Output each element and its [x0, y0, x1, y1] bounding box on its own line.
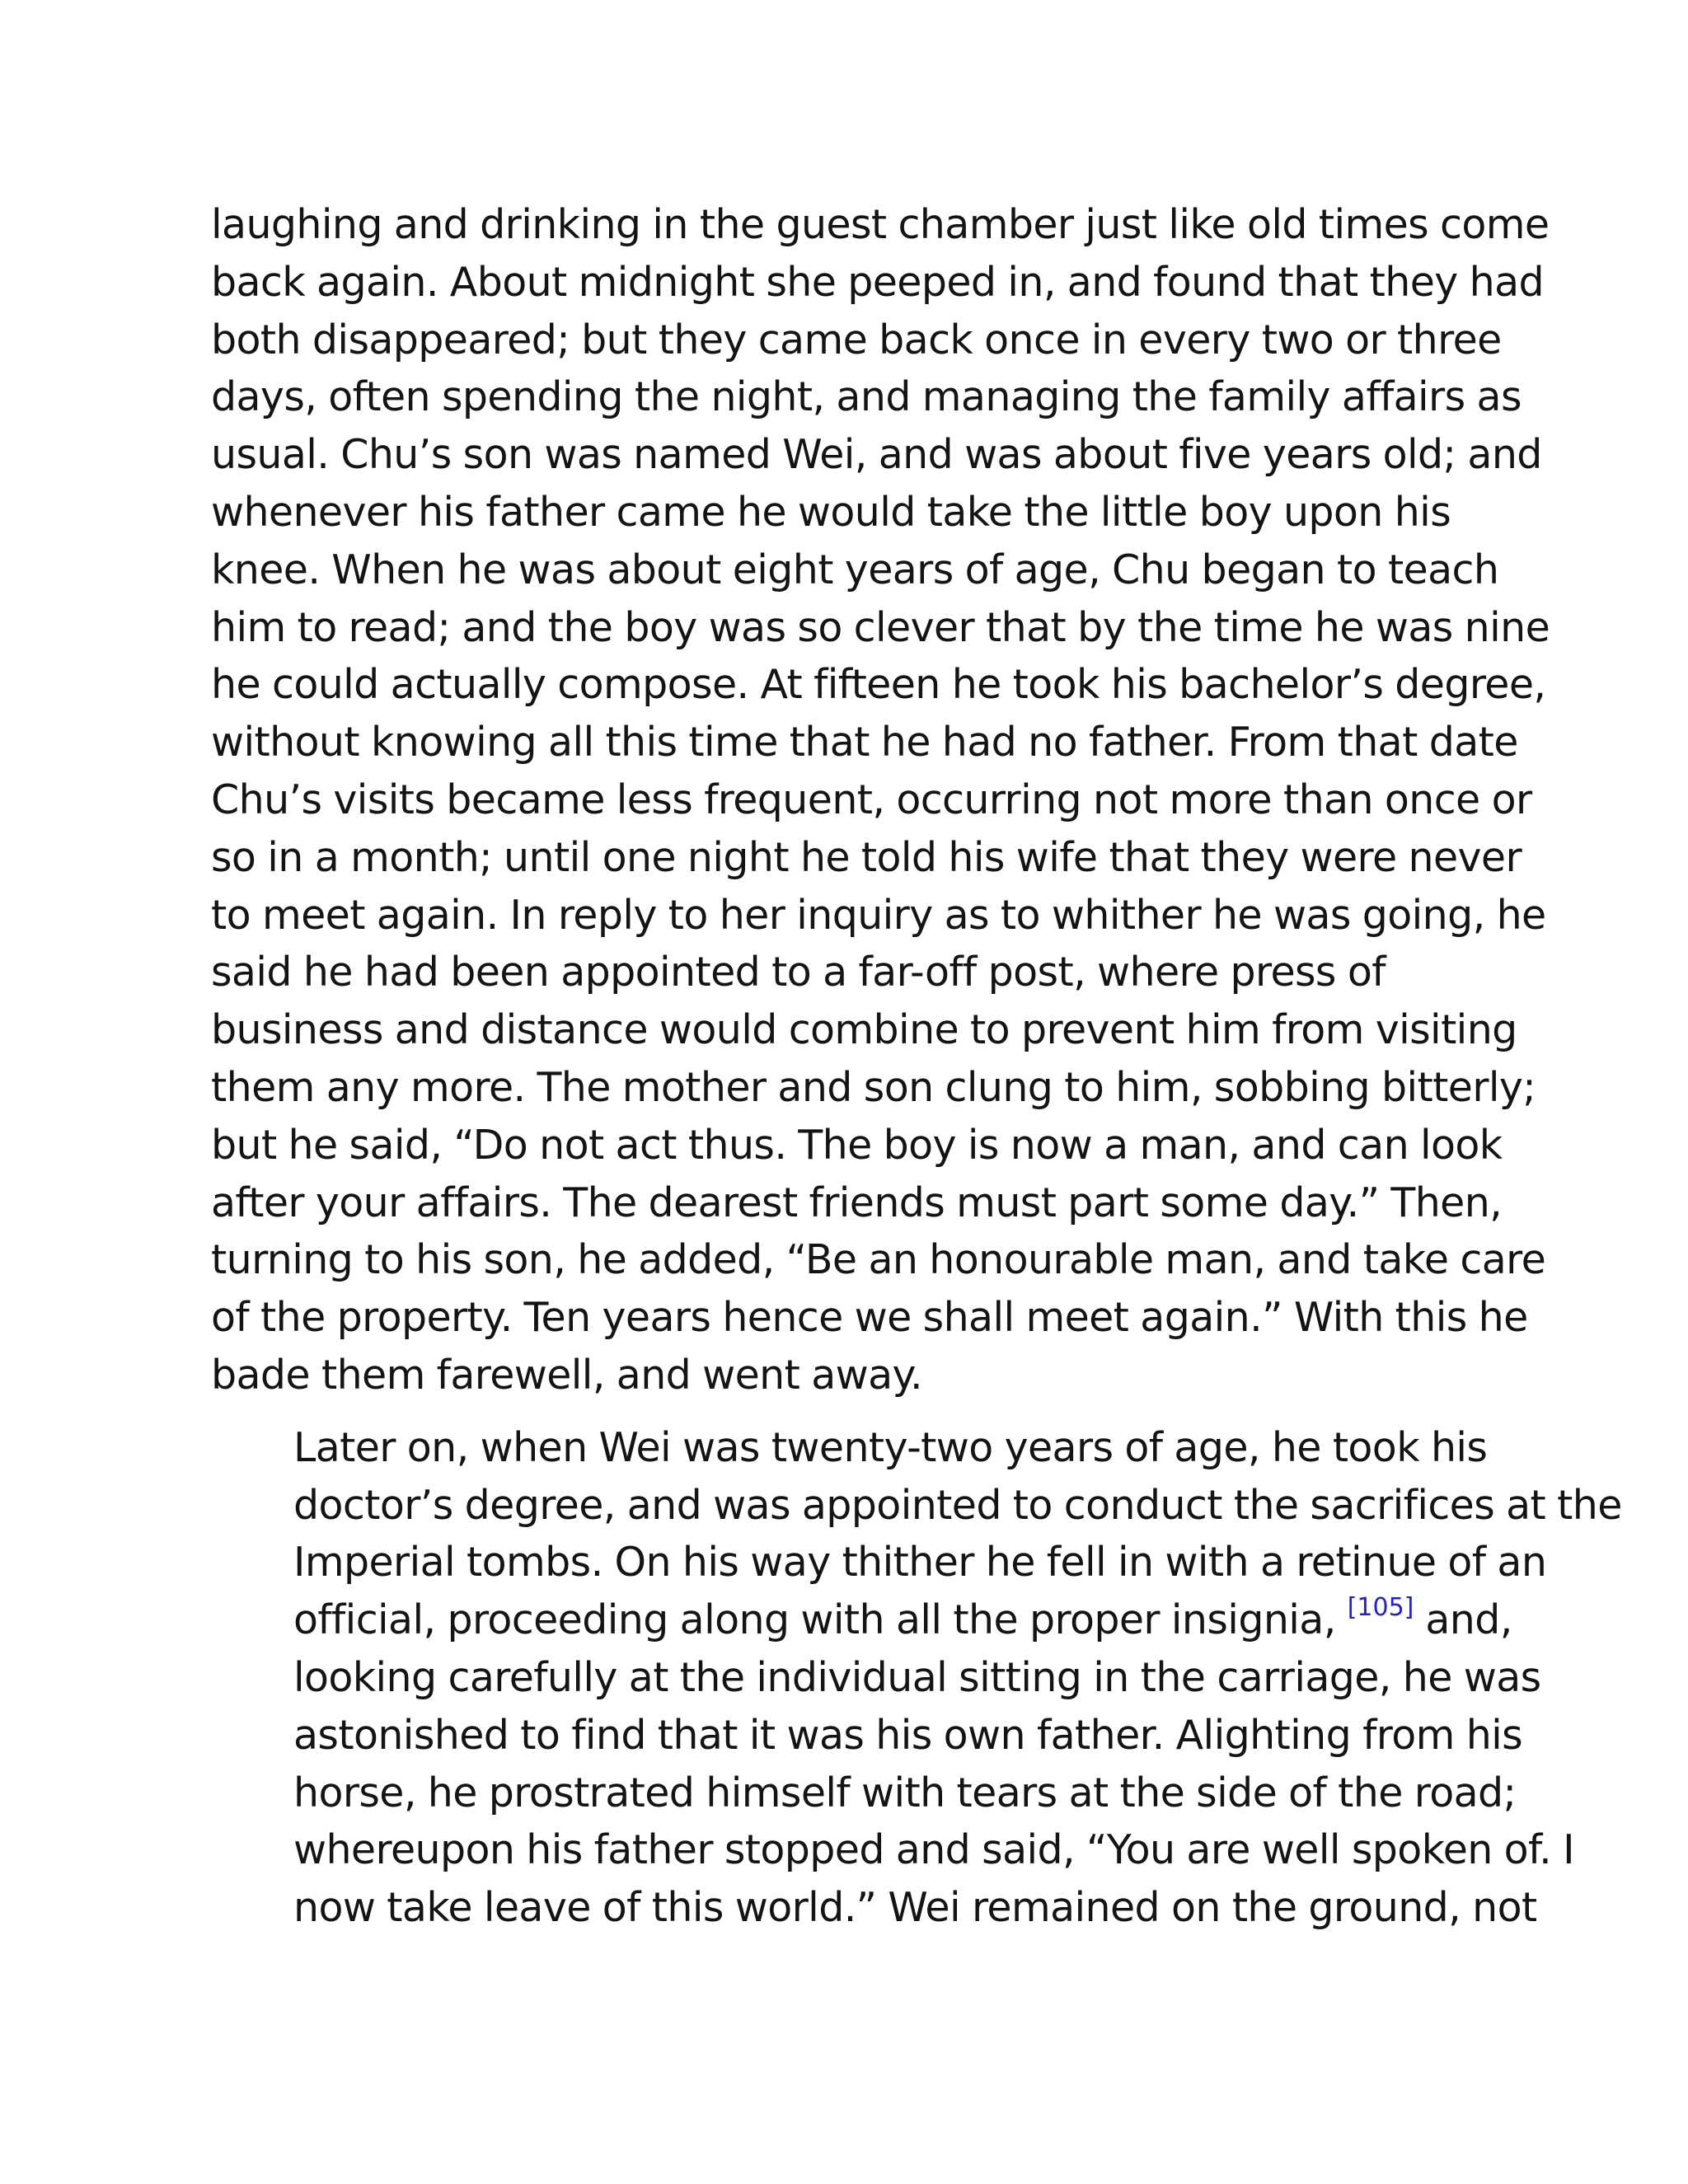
text-line: back again. About midnight she peeped in, and found that they had: [211, 258, 1545, 306]
paragraph-1: [211, 196, 1550, 1404]
text-segment: and,: [1425, 1596, 1512, 1644]
text-line: but he said, “Do not act thus. The boy is now a man, and can look: [211, 1121, 1503, 1169]
text-segment: official, proceeding along with all the proper insignia,: [293, 1596, 1336, 1644]
text-line: to meet again. In reply to her inquiry as to whither he was going, he: [211, 891, 1546, 939]
text-line: Later on, when Wei was twenty-two years of age, he took his: [293, 1423, 1488, 1471]
text-line: of the property. Ten years hence we shall meet again.” With this he: [211, 1294, 1528, 1342]
body-text: [211, 196, 1622, 1937]
text-line: astonished to find that it was his own father. Alighting from his: [293, 1711, 1523, 1759]
text-line: knee. When he was about eight years of age, Chu began to teach: [211, 546, 1499, 593]
text-line: after your affairs. The dearest friends must part some day.” Then,: [211, 1179, 1503, 1226]
text-line: bade them farewell, and went away.: [211, 1351, 922, 1399]
text-line: them any more. The mother and son clung to him, sobbing bitterly;: [211, 1063, 1536, 1111]
text-line: whereupon his father stopped and said, “You are well spoken of. I: [293, 1826, 1574, 1874]
text-line: usual. Chu’s son was named Wei, and was about five years old; and: [211, 431, 1542, 479]
text-line: doctor’s degree, and was appointed to conduct the sacrifices at the: [293, 1481, 1622, 1529]
text-line: laughing and drinking in the guest chamber just like old times come: [211, 201, 1550, 248]
text-line: now take leave of this world.” Wei remained on the ground, not: [293, 1884, 1537, 1932]
text-line: Chu’s visits became less frequent, occurring not more than once or: [211, 776, 1532, 823]
paragraph-2: [211, 1419, 1622, 1937]
text-line: him to read; and the boy was so clever that by the time he was nine: [211, 603, 1550, 651]
text-line: horse, he prostrated himself with tears at the side of the road;: [293, 1769, 1517, 1816]
footnote-reference-link[interactable]: [105]: [1347, 1593, 1414, 1623]
text-line: turning to his son, he added, “Be an honourable man, and take care: [211, 1236, 1546, 1284]
text-line: days, often spending the night, and managing the family affairs as: [211, 373, 1522, 421]
text-line: whenever his father came he would take the little boy upon his: [211, 488, 1451, 536]
text-line: business and distance would combine to prevent him from visiting: [211, 1006, 1517, 1054]
text-line: looking carefully at the individual sitting in the carriage, he was: [293, 1653, 1541, 1701]
text-line-with-footnote: [211, 1591, 1512, 1649]
text-line: said he had been appointed to a far-off post, where press of: [211, 949, 1386, 996]
text-line: both disappeared; but they came back once in every two or three: [211, 316, 1502, 363]
text-line: without knowing all this time that he had no father. From that date: [211, 719, 1518, 766]
text-line: Imperial tombs. On his way thither he fell in with a retinue of an: [293, 1539, 1547, 1586]
text-line: so in a month; until one night he told his wife that they were never: [211, 833, 1522, 881]
text-line: he could actually compose. At fifteen he took his bachelor’s degree,: [211, 661, 1546, 709]
